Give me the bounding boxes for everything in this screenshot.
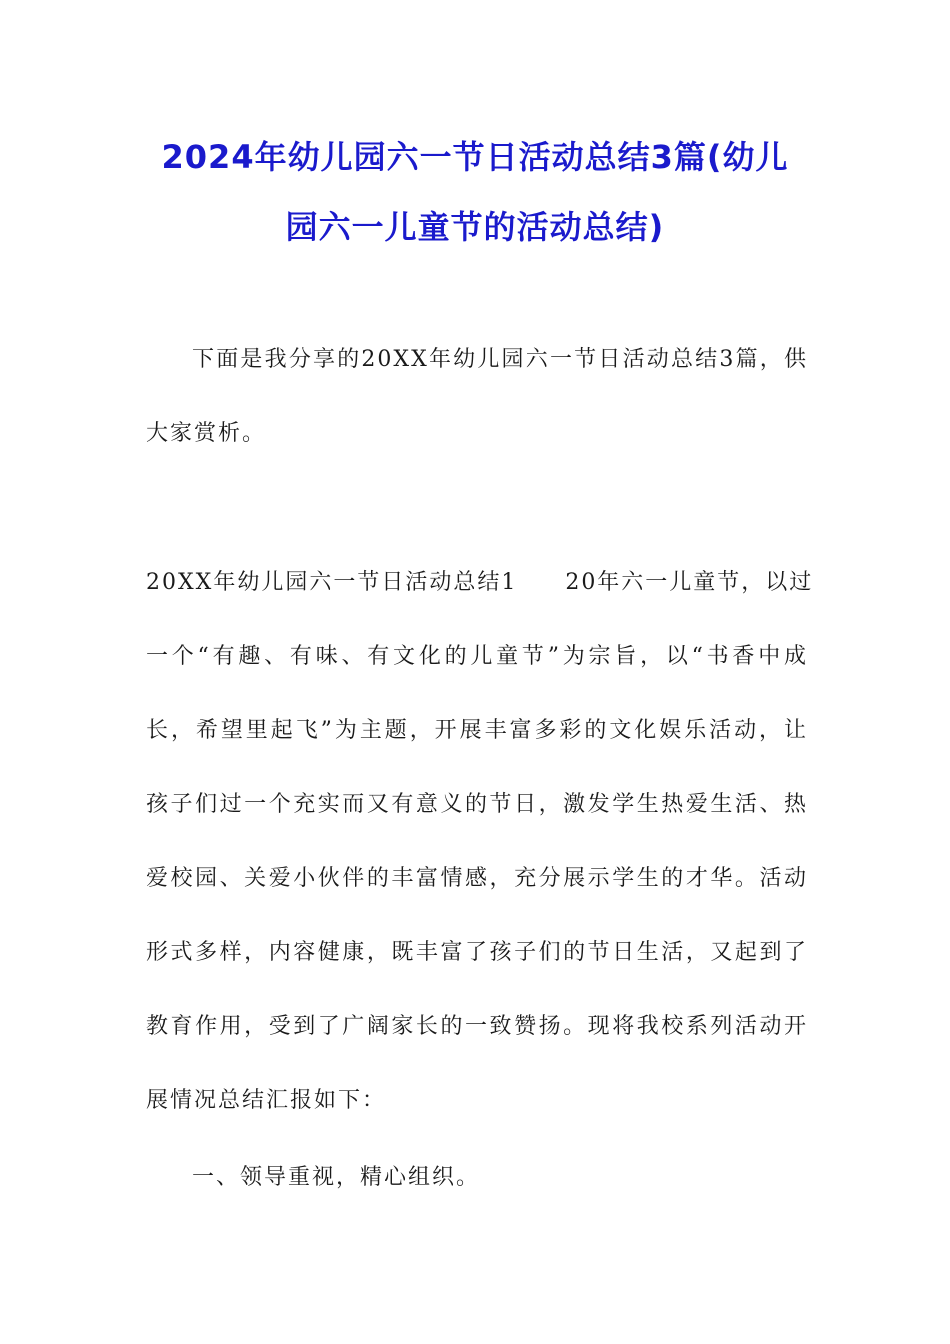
intro-paragraph	[146, 323, 808, 471]
section-1-line-3: 长，希望里起飞”为主题，开展丰富多彩的文化娱乐活动，让	[146, 718, 808, 743]
title-line-1: 2024年幼儿园六一节日活动总结3篇(幼儿	[161, 138, 789, 176]
intro-line-2: 大家赏析。	[146, 421, 267, 446]
section-1-paragraph	[146, 546, 814, 1138]
intro-line-1: 下面是我分享的20XX年幼儿园六一节日活动总结3篇，供	[192, 347, 808, 372]
section-1-line-8: 展情况总结汇报如下：	[146, 1088, 387, 1113]
section-1-line-1: 20XX年幼儿园六一节日活动总结1 20年六一儿童节，以过	[146, 570, 814, 595]
section-heading-1	[192, 1141, 854, 1215]
section-1-line-2: 一个“有趣、有味、有文化的儿童节”为宗旨，以“书香中成	[146, 644, 808, 669]
section-1-line-7: 教育作用，受到了广阔家长的一致赞扬。现将我校系列活动开	[146, 1014, 808, 1039]
title-line-2: 园六一儿童节的活动总结)	[285, 208, 665, 246]
section-1-line-6: 形式多样，内容健康，既丰富了孩子们的节日生活，又起到了	[146, 940, 808, 965]
section-1-line-4: 孩子们过一个充实而又有意义的节日，激发学生热爱生活、热	[146, 792, 808, 817]
document-title	[120, 122, 830, 262]
section-heading-1-text: 一、领导重视，精心组织。	[192, 1165, 481, 1190]
section-1-line-5: 爱校园、关爱小伙伴的丰富情感，充分展示学生的才华。活动	[146, 866, 808, 891]
